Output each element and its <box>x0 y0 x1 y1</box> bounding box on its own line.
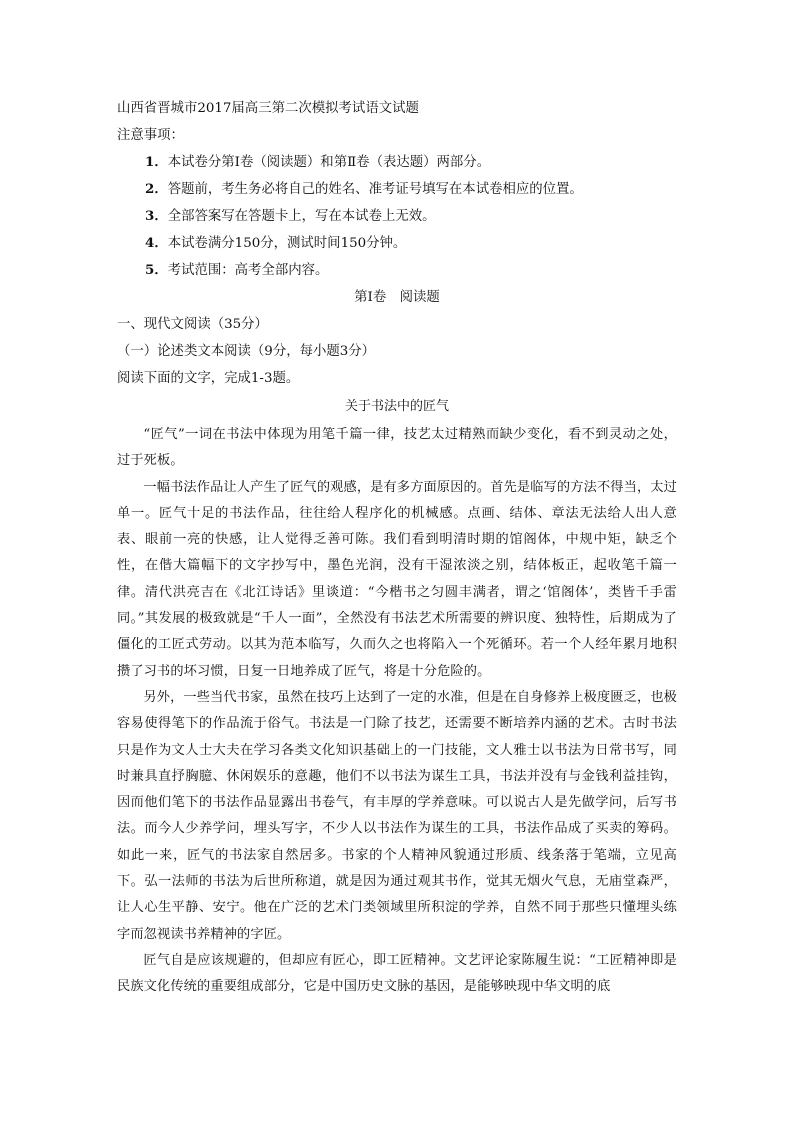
article-paragraph: 匠气自是应该规避的，但却应有匠心，即工匠精神。文艺评论家陈履生说：“工匠精神即是民族文化传统的重要组成部分，它是中国历史文脉的基因，是能够映现中华文明的底 <box>117 952 677 995</box>
note-item <box>117 257 677 284</box>
exam-title: 山西省晋城市2017届高三第二次模拟考试语文试题 <box>117 101 419 116</box>
notes-list <box>117 149 677 284</box>
note-text: 本试卷分第Ⅰ卷（阅读题）和第Ⅱ卷（表达题）两部分。 <box>167 155 491 170</box>
note-item <box>117 149 677 176</box>
note-number: 3． <box>145 208 168 224</box>
note-text: 考试范围：高考全部内容。 <box>167 263 329 278</box>
article-paragraph: 另外，一些当代书家，虽然在技巧上达到了一定的水准，但是在自身修养上极度匮乏，也极容易使得笔下的作品流于俗气。书法是一门除了技艺，还需要不断培养内涵的艺术。古时书法只是作为文人士大夫在学习各类文化知识基础上的一门技能，文人雅士以书法为日常书写，同时兼具直抒胸臆、休闲娱乐的意趣，他们不以书法为谋生工具，书法并没有与金钱利益挂钩，因而他们笔下的书法作品显露出书卷气，有丰厚的学养意味。可以说古人是先做学问，后写书法。而今人少养学问，埋头写字，不少人以书法作为谋生的工具，书法作品成了买卖的筹码。如此一来，匠气的书法家自然居多。书家的个人精神风貌通过形质、线条落于笔端，立见高下。弘一法师的书法为后世所称道，就是因为通过观其书作，觉其无烟火气息，无庙堂森严，让人心生平静、安宁。他在广泛的艺术门类领域里所积淀的学养，自然不同于那些只懂埋头练字而忽视读书养精神的字匠。 <box>117 689 677 942</box>
part-heading: 一、现代文阅读（35分） <box>117 317 268 332</box>
note-text: 全部答案写在答题卡上，写在本试卷上无效。 <box>167 209 436 224</box>
note-number: 5． <box>145 262 168 278</box>
document-page <box>117 95 677 1001</box>
note-number: 4． <box>145 235 168 251</box>
note-item <box>117 230 677 257</box>
subpart-heading: （一）论述类文本阅读（9分，每小题3分） <box>117 344 376 359</box>
article-title: 关于书法中的匠气 <box>344 399 449 414</box>
note-item <box>117 203 677 230</box>
article-paragraph: “匠气”一词在书法中体现为用笔千篇一律，技艺太过精熟而缺少变化，看不到灵动之处，过于死板。 <box>117 427 677 469</box>
section-title: 第Ⅰ卷 阅读题 <box>354 290 440 305</box>
article-paragraph: 一幅书法作品让人产生了匠气的观感，是有多方面原因的。首先是临写的方法不得当，太过单一。匠气十足的书法作品，往往给人程序化的机械感。点画、结体、章法无法给人出人意表、眼前一亮的快感，让人觉得乏善可陈。我们看到明清时期的馆阁体，中规中矩，缺乏个性，在偕大篇幅下的文字抄写中，墨色光润，没有干湿浓淡之别，结体板正，起收笔千篇一律。清代洪亮吉在《北江诗话》里谈道：“今楷书之匀圆丰满者，谓之‘馆阁体’，类皆千手雷同。”其发展的极致就是“千人一面”，全然没有书法艺术所需要的辨识度、独特性，后期成为了僵化的工匠式劳动。以其为范本临写，久而久之也将陷入一个死循环。若一个人经年累月地积攒了习书的坏习惯，日复一日地养成了匠气，将是十分危险的。 <box>117 479 677 679</box>
note-item <box>117 176 677 203</box>
reading-instruction: 阅读下面的文字，完成1-3题。 <box>117 371 300 386</box>
note-text: 答题前，考生务必将自己的姓名、准考证号填写在本试卷相应的位置。 <box>167 182 583 197</box>
note-text: 本试卷满分150分，测试时间150分钟。 <box>167 236 407 251</box>
note-number: 1． <box>145 154 168 170</box>
note-number: 2． <box>145 181 168 197</box>
notes-label: 注意事项： <box>117 128 184 143</box>
